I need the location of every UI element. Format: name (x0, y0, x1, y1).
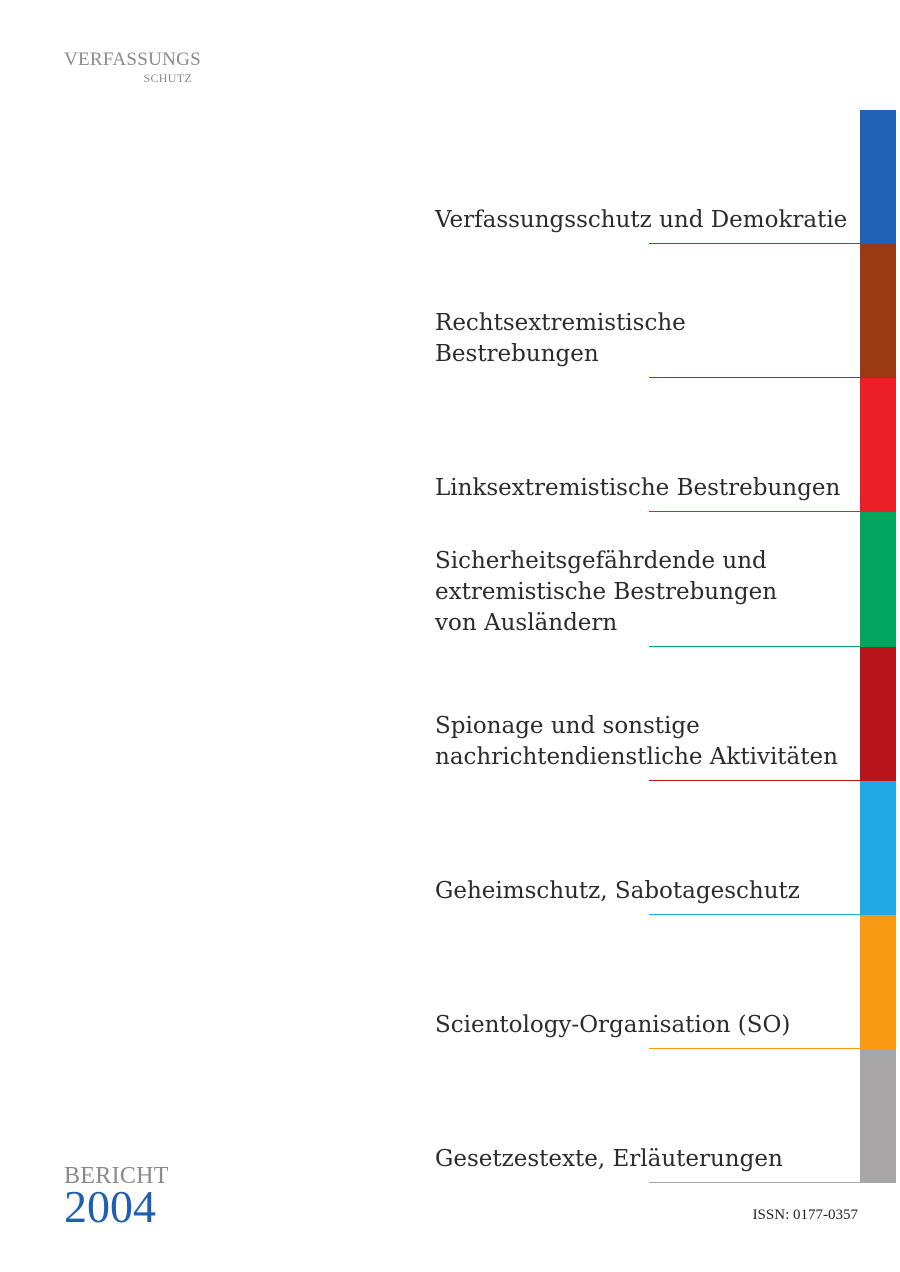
section-underline (649, 1182, 860, 1183)
section-rechtsextremismus (0, 244, 900, 378)
verfassungsschutz-logo (64, 49, 202, 85)
section-title: Rechtsextremistische Bestrebungen (435, 310, 686, 367)
section-auslaender (0, 512, 900, 647)
section-geheimschutz (0, 781, 900, 915)
issn-number: ISSN: 0177-0357 (752, 1207, 858, 1223)
section-color-bar (860, 1049, 896, 1183)
section-color-bar (860, 915, 896, 1049)
section-color-bar (860, 110, 896, 244)
bericht-year-logo (64, 1164, 169, 1230)
logo-line-2: SCHUTZ (143, 71, 192, 85)
section-scientology (0, 915, 900, 1049)
section-color-bar (860, 378, 896, 512)
report-word: BERICHT (64, 1163, 169, 1189)
section-title: Verfassungsschutz und Demokratie (435, 207, 848, 233)
section-color-bar (860, 647, 896, 781)
section-title: Gesetzestexte, Erläuterungen (435, 1146, 783, 1172)
section-color-bar (860, 512, 896, 647)
section-color-bar (860, 781, 896, 915)
section-title: Sicherheitsgefährdende und extremistische Bestrebungen von Ausländern (435, 548, 778, 636)
report-year: 2004 (64, 1181, 156, 1232)
section-title: Scientology-Organisation (SO) (435, 1012, 791, 1038)
logo-line-1: VERFASSUNGS (64, 49, 202, 70)
section-verfassungsschutz-demokratie (0, 110, 900, 244)
section-spionage (0, 647, 900, 781)
section-title: Spionage und sonstige nachrichtendienstliche Aktivitäten (435, 713, 838, 770)
section-title: Linksextremistische Bestrebungen (435, 475, 841, 501)
section-color-bar (860, 244, 896, 378)
section-linksextremismus (0, 378, 900, 512)
section-title: Geheimschutz, Sabotageschutz (435, 878, 800, 904)
